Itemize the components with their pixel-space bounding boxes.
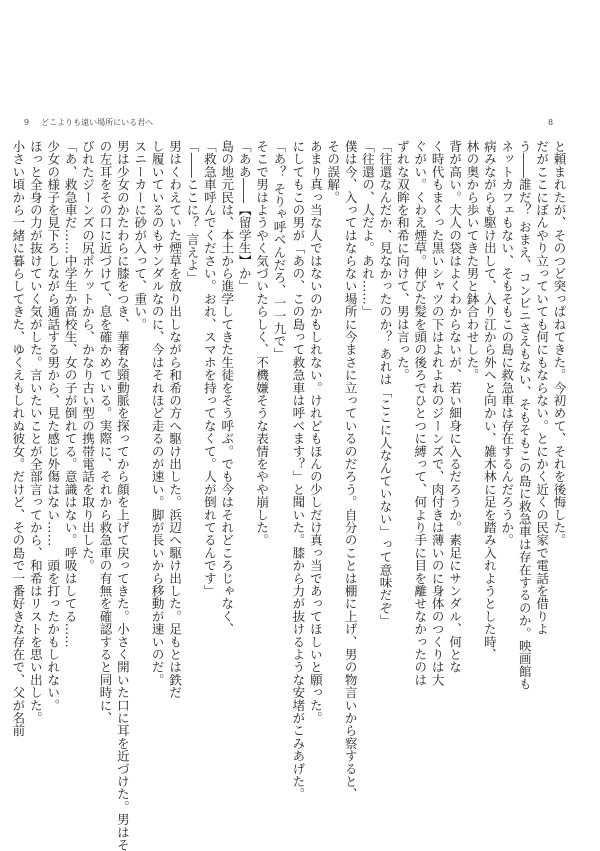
left-column-5: 「救急車呼んでください。おれ、スマホを持ってなくて。人が倒れてるんです」 [202, 140, 218, 598]
right-column-9: ぐがい。くわえ煙草。伸びた髪を頭の後ろでひとつに縛って、何より手に目を離せなかったのは [412, 140, 428, 687]
right-column-12: 「往還の、人だよ。あれ……」 [360, 140, 376, 318]
left-column-12: びれたジーンズの尻ポケットから、かなり古い型の携帯電話を取り出した。 [80, 140, 96, 572]
left-column-10: 男は少女のかたわらに膝をつき、華奢な頸動脈を探ってから顔を上げて戻ってきた。小さく開いた口に耳を近づけた。男はそ [115, 140, 131, 851]
right-column-16: にしてもこの男が「あの、この島って救急車は呼べます？」と聞いた。膝から力が抜けるような安堵がこみあげた。 [290, 140, 306, 801]
left-running-head [24, 116, 153, 130]
right-column-4: ネットカフェもない、そもそもこの島に救急車は存在するんだろうか。 [499, 140, 515, 547]
left-column-14: 少女の様子を見下ろしながら通話する男から、見た感じ外傷はない…… 頭を打ったかもしれない。 [45, 140, 61, 712]
right-column-3: う――誰だ？ おまえ、コンビニさえもない、そもそもこの島に救急車は存在するのか。映画館も [517, 140, 533, 691]
left-column-11: の左耳をその口に近づけて、息を確かめている。実際に、それから救急車の有無を確認すると同時に、 [97, 140, 113, 725]
left-column-4: 島の地元民は、本土から進学してきた生徒をそう呼ぶ。でも今はそれどころじゃなく、 [219, 140, 235, 636]
right-column-2: だがここにぼんやり立っていても何にもならない。とにかく近くの民家で電話を借りよ [534, 140, 550, 636]
right-column-5: 病みながらも駆け出して、入り江から外へと向かい、雑木林に足を踏み入れようとした時、 [482, 140, 498, 661]
left-column-9: スニーカーに砂が入って、重い。 [132, 140, 148, 331]
right-column-11: 「往還なんだか、見なかったのか？ あれは「ここに人なんていない」って意味だぞ」 [377, 140, 393, 627]
left-column-16: 小さい頃から一緒に暮らしてきた、ゆくえもしれぬ彼女。だけど、その島で一番好きな存在で、父が名前 [10, 140, 26, 737]
left-column-1: 「あ？ そりゃ呼べんだろ、一一九で」 [272, 140, 287, 361]
right-column-8: く時代もまくった黒いシャツの下はよれよれのジーンズで、肉付きは薄いのに身体のつくりは大 [430, 140, 446, 687]
left-column-7: 男はくわえていた煙草を放り出しながら和希の方へ駆け出した。浜辺へ駆け出した。足もとは鉄だ [167, 140, 183, 699]
right-page-text [290, 140, 568, 801]
left-page-number: 9 [24, 118, 30, 127]
right-column-14: その誤解。 [325, 140, 341, 204]
left-column-15: ほっと全身の力が抜けていく気がした。言いたいことが全部言ってから、和希はリストを思い出した。 [28, 140, 44, 725]
right-page-number: 8 [548, 118, 554, 127]
right-column-1: と頼まれたが、そのつど突っぱねてきた。今初めて、それを後悔した。 [552, 140, 567, 547]
left-column-8: し履いているのもサンダルなのに、今はそれほど走るのが速い。脚が長いから移動が速いのだ。 [150, 140, 166, 687]
left-column-6: 「――ここに？ 言えよ」 [184, 140, 200, 284]
left-page-text [10, 140, 288, 851]
right-column-15: あまり真っ当な人ではないのかもしれない。けれどもほんの少しだけ真っ当であってほしいと願った。 [308, 140, 324, 725]
left-column-13: 「あ、救急車だ……中学生か高校生、女の子が倒れてる。意識はない。呼吸はしてる…… [63, 140, 79, 648]
right-column-13: 僕は今、入ってはならない場所に今まさに立っているのだろう。自分のことは棚に上げ、男の物言いから察すると、 [343, 140, 359, 801]
right-column-6: 林の奥から歩いてきた男と鉢合わせした。 [464, 140, 480, 382]
left-column-2: そこで男はようやく気づいたらしく、不機嫌そうな表情をやや崩した。 [254, 140, 270, 547]
right-column-7: 背が高い。大人の袋はよくわからないが、若い細身に入るだろうか。素足にサンダル、何とな [447, 140, 463, 674]
left-column-3: 「ああ――【留学生】か」 [237, 140, 253, 293]
right-column-10: ずれな双眸を和希に向けて、男は言った。 [395, 140, 411, 382]
right-running-head [548, 116, 565, 130]
left-running-title: どこよりも遠い場所にいる君へ [41, 118, 154, 127]
